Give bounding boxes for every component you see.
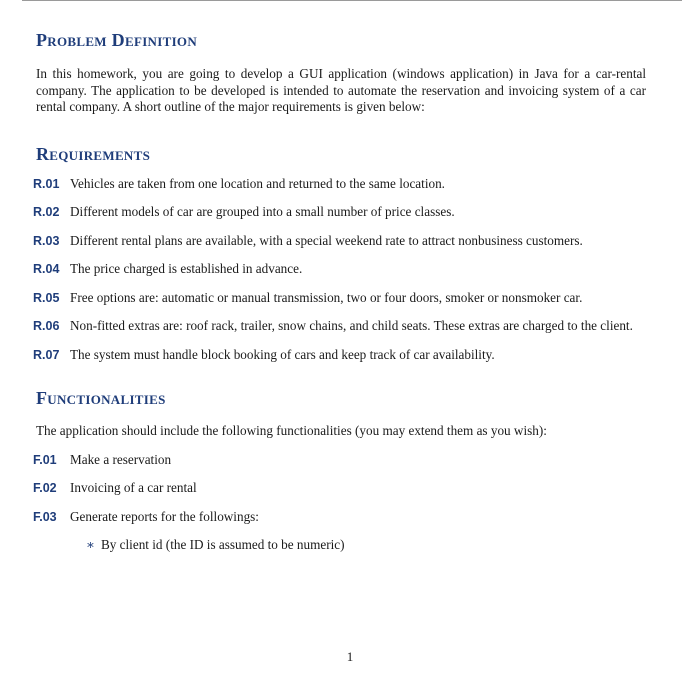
problem-definition-heading: Problem Definition xyxy=(36,30,198,50)
requirement-code: R.03 xyxy=(33,233,60,248)
functionality-code: F.02 xyxy=(33,481,57,495)
requirements-list xyxy=(33,175,646,364)
requirement-text: The price charged is established in advance. xyxy=(70,261,303,276)
functionalities-heading: Functionalities xyxy=(36,388,166,408)
page-number: 1 xyxy=(346,649,354,664)
requirement-code: R.05 xyxy=(33,290,60,305)
functionality-text: Invoicing of a car rental xyxy=(70,480,197,495)
functionality-text: Make a reservation xyxy=(70,451,172,467)
requirement-text: The system must handle block booking of cars and keep track of car availability. xyxy=(70,346,495,362)
functionality-code: F.01 xyxy=(33,452,57,467)
functionality-sub-item xyxy=(86,537,646,554)
requirements-heading: Requirements xyxy=(36,143,151,164)
requirement-code: R.06 xyxy=(33,319,60,333)
requirement-item xyxy=(33,261,646,278)
requirement-text: Different models of car are grouped into a small number of price classes. xyxy=(70,204,455,219)
top-divider xyxy=(22,0,682,1)
functionality-text: Generate reports for the followings: xyxy=(70,508,259,524)
functionality-item xyxy=(33,480,646,497)
requirement-text: Vehicles are taken from one location and returned to the same location. xyxy=(70,175,445,191)
requirement-code: R.07 xyxy=(33,347,60,362)
requirement-item xyxy=(33,176,646,193)
functionality-item xyxy=(33,452,646,469)
requirement-item xyxy=(33,290,646,307)
functionalities-intro: The application should include the following functionalities (you may extend them as you wish): xyxy=(36,423,547,438)
requirement-item xyxy=(33,233,646,250)
requirement-code: R.01 xyxy=(33,176,60,191)
requirement-text: Non-fitted extras are: roof rack, trailer, snow chains, and child seats. These extras are charged to the client. xyxy=(70,318,633,333)
functionalities-list xyxy=(33,451,646,554)
requirement-text: Different rental plans are available, with a special weekend rate to attract nonbusiness customers. xyxy=(70,232,583,248)
requirement-item xyxy=(33,318,646,335)
requirement-code: R.04 xyxy=(33,262,60,276)
problem-definition-paragraph: In this homework, you are going to develop a GUI application (windows application) in Java for a car-rental company. The application to be developed is intended to automate the reservation and invoicing system of a car rental company. A short outline of the major requirements is given below: xyxy=(36,66,646,114)
requirement-text: Free options are: automatic or manual transmission, two or four doors, smoker or nonsmoker car. xyxy=(70,289,583,305)
functionality-sub-item-text: By client id (the ID is assumed to be numeric) xyxy=(100,537,345,552)
asterisk-bullet-icon: ∗ xyxy=(86,537,95,552)
requirement-code: R.02 xyxy=(33,205,60,219)
document-page xyxy=(33,30,646,554)
functionality-code: F.03 xyxy=(33,509,57,524)
requirement-item xyxy=(33,347,646,364)
functionality-item xyxy=(33,509,646,526)
requirement-item xyxy=(33,204,646,221)
